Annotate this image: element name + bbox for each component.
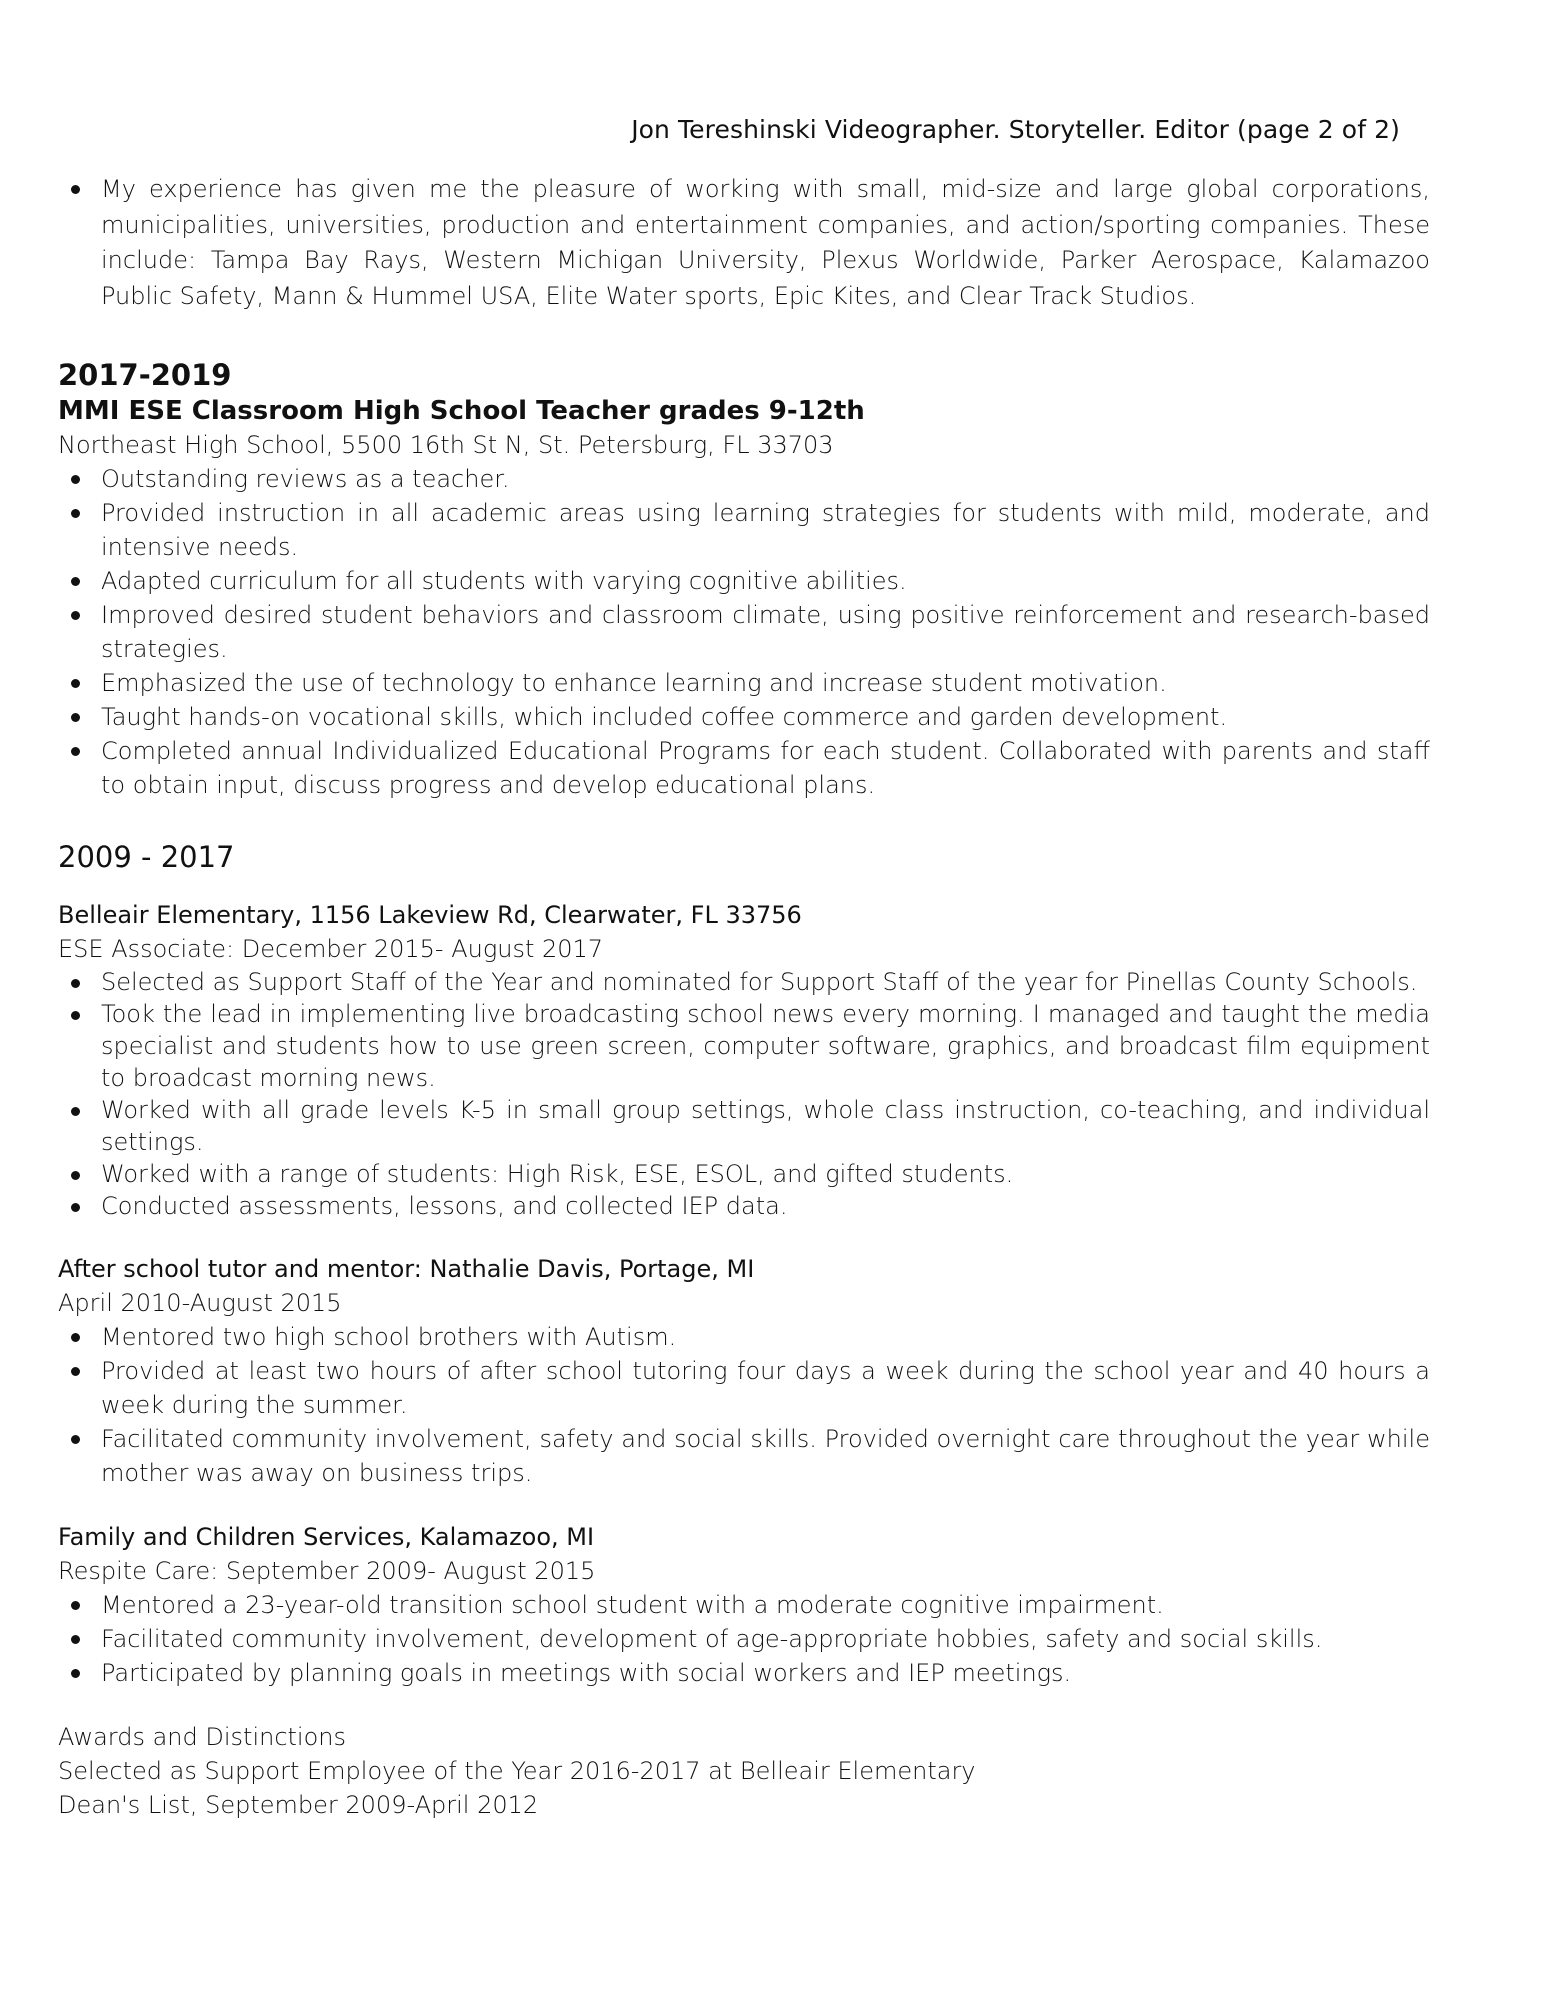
resume-content — [58, 172, 1430, 1822]
list-item: Improved desired student behaviors and classroom climate, using positive reinforcement and research-based strategies. — [58, 598, 1430, 666]
list-item: Emphasized the use of technology to enhance learning and increase student motivation. — [58, 666, 1430, 700]
page-header: Jon Tereshinski Videographer. Storyteller. Editor (page 2 of 2) — [631, 115, 1400, 144]
job-bullet-list — [58, 462, 1430, 802]
section-years: 2009 - 2017 — [58, 840, 235, 874]
job-organization: Belleair Elementary, 1156 Lakeview Rd, Clearwater, FL 33756 — [58, 901, 802, 929]
list-item: Completed annual Individualized Educational Programs for each student. Collaborated with parents and staff to obtain input, discuss progress and develop educational plans. — [58, 734, 1430, 802]
list-item: Conducted assessments, lessons, and collected IEP data. — [58, 1190, 1430, 1222]
list-item: Mentored a 23-year-old transition school student with a moderate cognitive impairment. — [58, 1588, 1430, 1622]
list-item: Provided instruction in all academic areas using learning strategies for students with mild, moderate, and intensive needs. — [58, 496, 1430, 564]
job-organization: Family and Children Services, Kalamazoo, MI — [58, 1523, 595, 1551]
job-tutor-mentor — [58, 1252, 1430, 1490]
job-bullet-list — [58, 966, 1430, 1222]
job-organization: After school tutor and mentor: Nathalie Davis, Portage, MI — [58, 1255, 755, 1283]
list-item: Provided at least two hours of after school tutoring four days a week during the school year and 40 hours a week during the summer. — [58, 1354, 1430, 1422]
list-item: Took the lead in implementing live broadcasting school news every morning. I managed and taught the media specialist and students how to use green screen, computer software, graphics, and broadcast film equipment to broadcast morning news. — [58, 998, 1430, 1094]
list-item: Participated by planning goals in meetings with social workers and IEP meetings. — [58, 1656, 1430, 1690]
section-years: 2017-2019 — [58, 358, 232, 392]
job-detail: ESE Associate: December 2015- August 2017 — [58, 935, 604, 963]
job-bullet-list — [58, 1588, 1430, 1690]
list-item: Worked with a range of students: High Risk, ESE, ESOL, and gifted students. — [58, 1158, 1430, 1190]
intro-bullet-list — [58, 172, 1430, 314]
job-belleair — [58, 898, 1430, 1222]
list-item: Adapted curriculum for all students with varying cognitive abilities. — [58, 564, 1430, 598]
award-item: Selected as Support Employee of the Year 2016-2017 at Belleair Elementary — [58, 1757, 976, 1785]
list-item: Mentored two high school brothers with Autism. — [58, 1320, 1430, 1354]
job-title: MMI ESE Classroom High School Teacher grades 9-12th — [58, 396, 865, 426]
job-detail: Respite Care: September 2009- August 2015 — [58, 1557, 596, 1585]
list-item: Facilitated community involvement, development of age-appropriate hobbies, safety and social skills. — [58, 1622, 1430, 1656]
awards-section — [58, 1720, 1430, 1822]
section-2017-2019 — [58, 356, 1430, 802]
list-item: Outstanding reviews as a teacher. — [58, 462, 1430, 496]
awards-heading: Awards and Distinctions — [58, 1723, 346, 1751]
list-item: Facilitated community involvement, safety and social skills. Provided overnight care throughout the year while mother was away on business trips. — [58, 1422, 1430, 1490]
award-item: Dean's List, September 2009-April 2012 — [58, 1791, 539, 1819]
list-item: Selected as Support Staff of the Year and nominated for Support Staff of the year for Pinellas County Schools. — [58, 966, 1430, 998]
job-location: Northeast High School, 5500 16th St N, St. Petersburg, FL 33703 — [58, 431, 834, 459]
job-bullet-list — [58, 1320, 1430, 1490]
intro-bullet: My experience has given me the pleasure of working with small, mid-size and large global corporations, municipalities, universities, production and entertainment companies, and action/sporting companies. These include: Tampa Bay Rays, Western Michigan University, Plexus Worldwide, Parker Aerospace, Kalamazoo Public Safety, Mann & Hummel USA, Elite Water sports, Epic Kites, and Clear Track Studios. — [58, 172, 1430, 314]
section-2009-2017 — [58, 838, 1430, 1690]
list-item: Taught hands-on vocational skills, which included coffee commerce and garden development. — [58, 700, 1430, 734]
job-family-children-services — [58, 1520, 1430, 1690]
job-detail: April 2010-August 2015 — [58, 1289, 342, 1317]
list-item: Worked with all grade levels K-5 in small group settings, whole class instruction, co-teaching, and individual settings. — [58, 1094, 1430, 1158]
